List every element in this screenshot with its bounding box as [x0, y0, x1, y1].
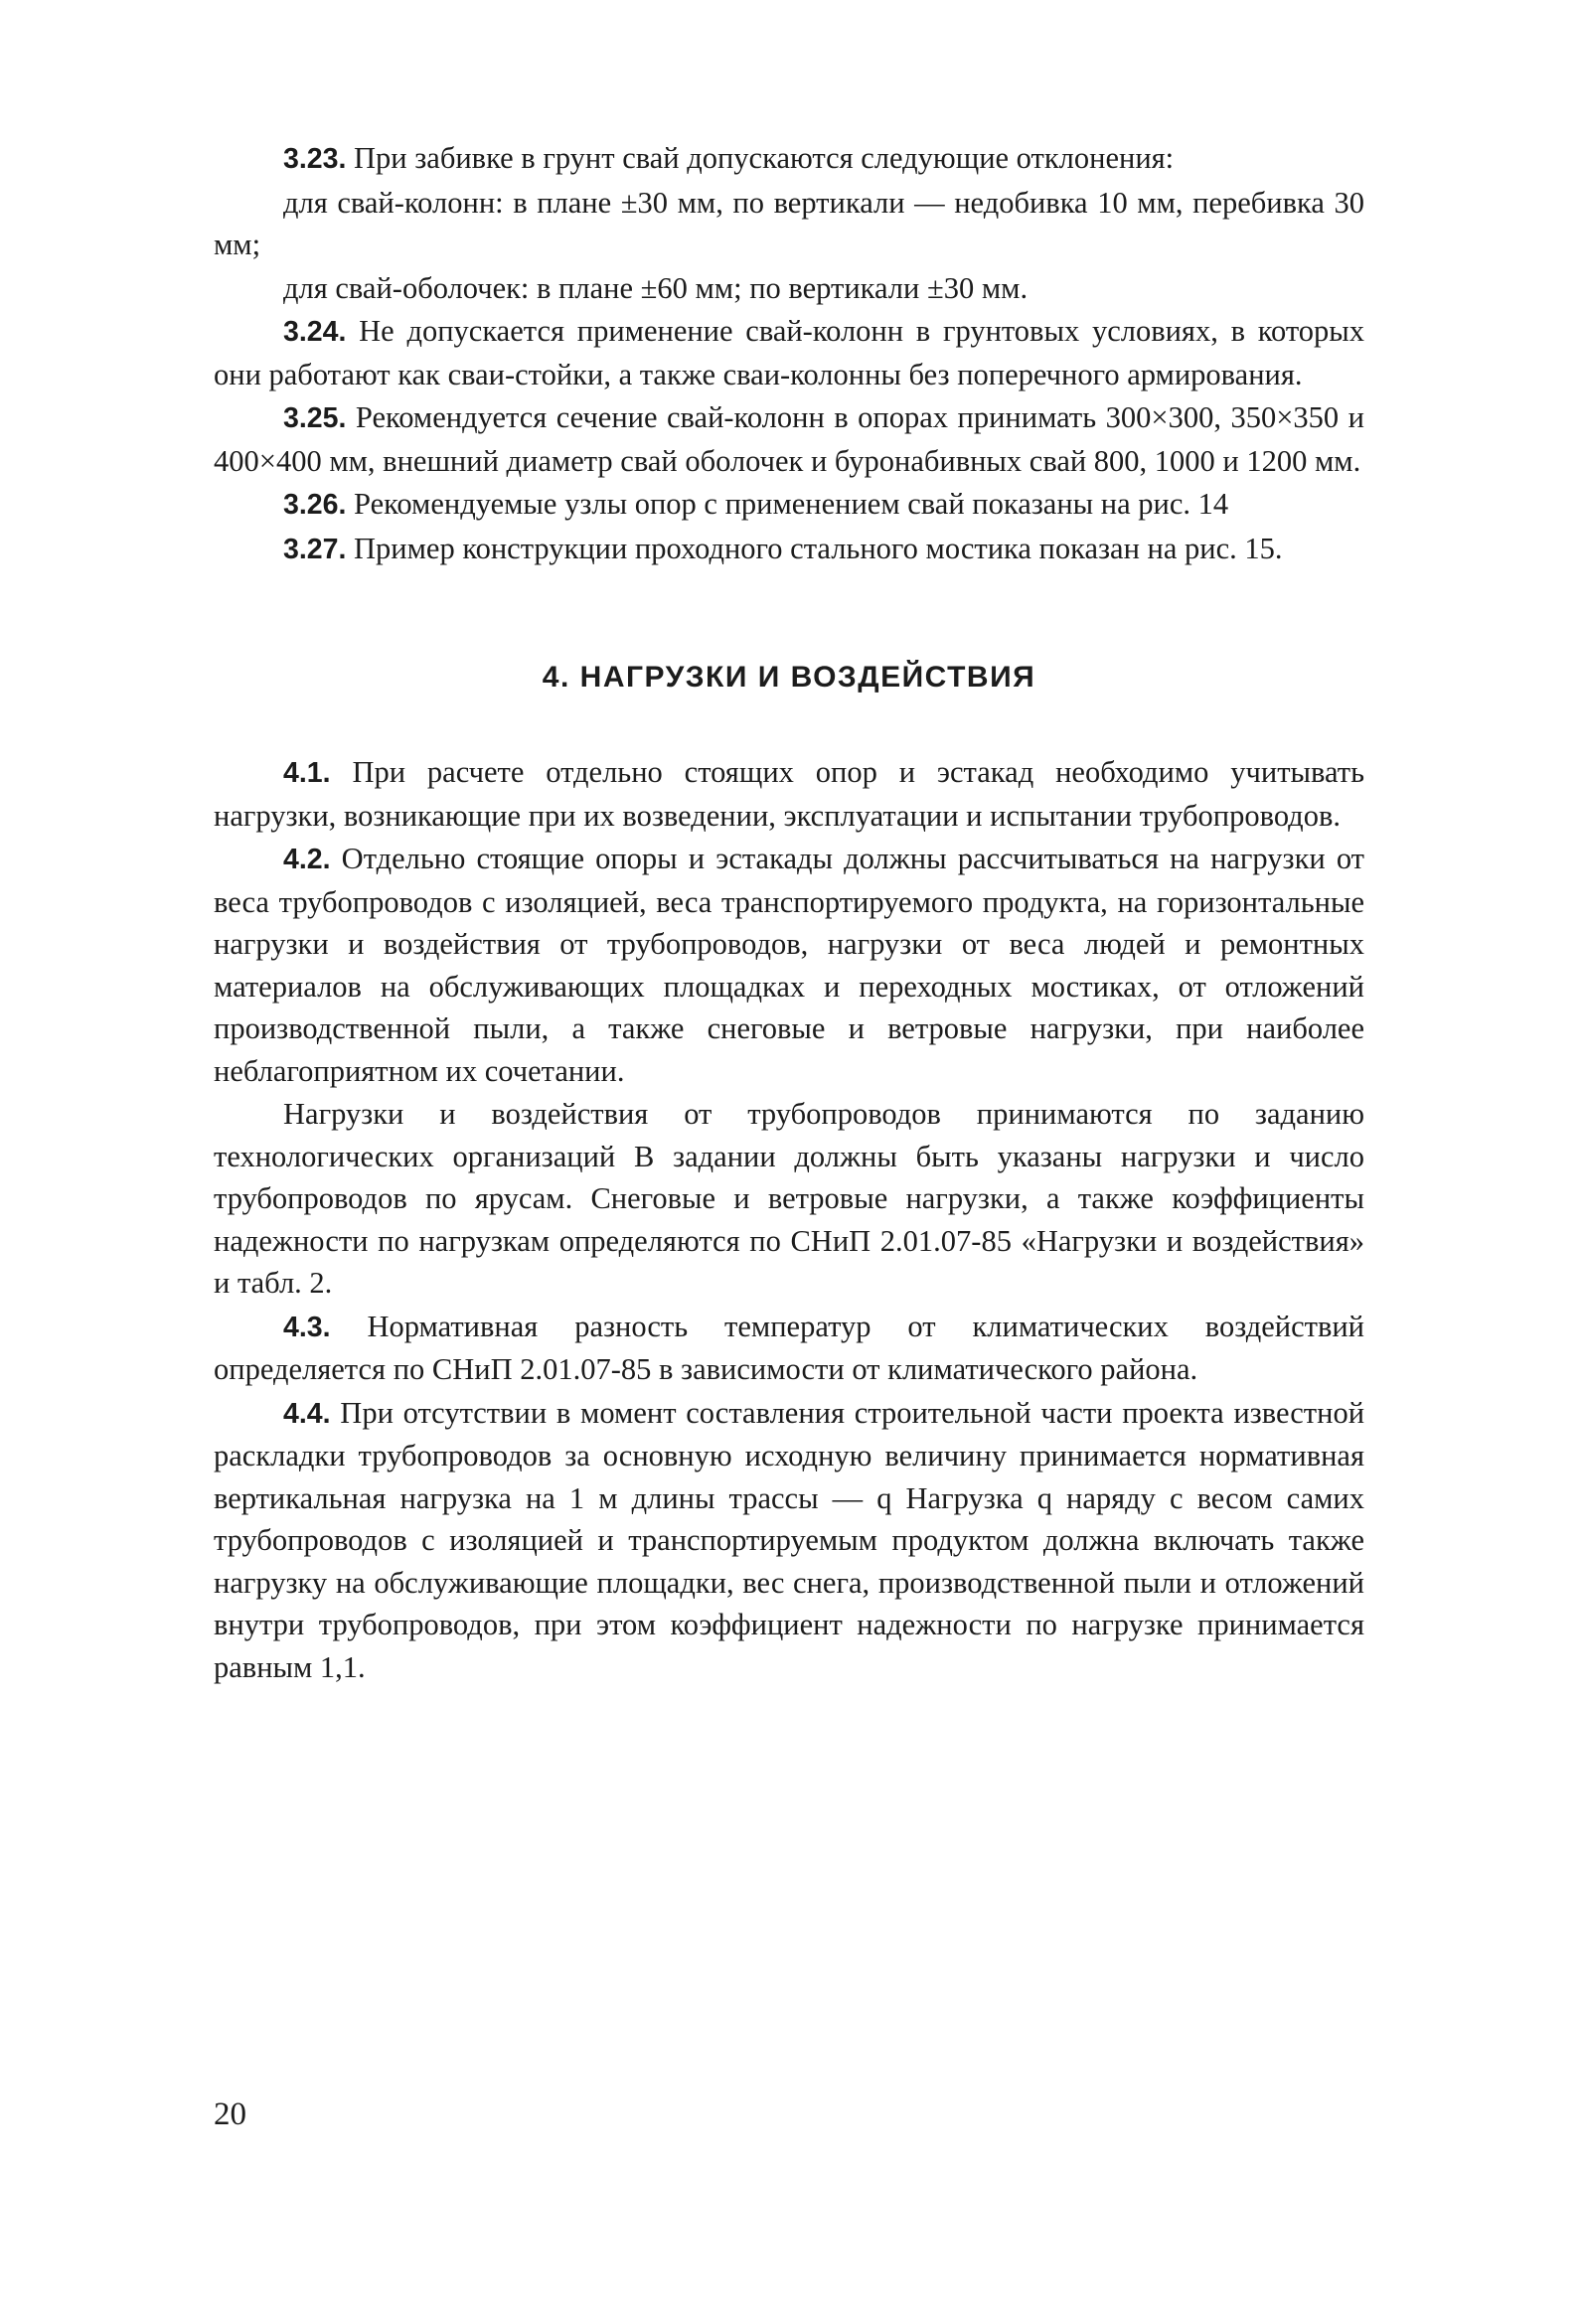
paragraph	[214, 1392, 1364, 1689]
clause-number: 3.24.	[283, 316, 347, 348]
section-heading: 4. НАГРУЗКИ И ВОЗДЕЙСТВИЯ	[542, 661, 1036, 694]
clause-number: 4.2.	[283, 844, 331, 875]
paragraph	[214, 1306, 1364, 1391]
paragraph-text: При расчете отдельно стоящих опор и эстакад необходимо учитывать нагрузки, возникающие при их возведении, эксплуатации и испытании трубопроводов.	[214, 755, 1365, 833]
paragraph-text: Нагрузки и воздействия от трубопроводов принимаются по заданию технологических организаций В задании должны быть указаны нагрузки и число трубопроводов по ярусам. Снеговые и ветровые нагрузки, а также коэффициенты надежности по нагрузкам определяются по СНиП 2.01.07-85 «Нагрузки и воздействия» и табл. 2.	[214, 1097, 1364, 1300]
paragraph	[214, 483, 1364, 527]
section-3-continuation	[214, 137, 1364, 570]
paragraph-text: При забивке в грунт свай допускаются следующие отклонения:	[354, 141, 1175, 175]
paragraph-text: для свай-колонн: в плане ±30 мм, по вертикали — недобивка 10 мм, перебивка 30 мм;	[214, 185, 1364, 261]
clause-number: 4.3.	[283, 1311, 331, 1343]
paragraph	[214, 528, 1364, 571]
paragraph	[214, 267, 1364, 310]
clause-number: 3.25.	[283, 402, 347, 434]
clause-number: 3.27.	[283, 533, 347, 565]
paragraph	[214, 838, 1364, 1092]
clause-number: 4.4.	[283, 1397, 331, 1430]
paragraph	[214, 1093, 1364, 1305]
paragraph	[214, 310, 1364, 395]
clause-number: 3.26.	[283, 489, 347, 521]
paragraph	[214, 396, 1364, 482]
paragraph-text: Рекомендуемые узлы опор с применением свай показаны на рис. 14	[354, 487, 1229, 521]
paragraph-text: Отдельно стоящие опоры и эстакады должны рассчитываться на нагрузки от веса трубопроводов с изоляцией, веса транспортируемого продукта, на горизонтальные нагрузки и воздействия от трубопроводов, нагрузки от веса людей и ремонтных материалов на обслуживающих площадках и переходных мостиках, от отложений производственной пыли, а также снеговые и ветровые нагрузки, при наиболее неблагоприятном их сочетании.	[214, 842, 1365, 1088]
paragraph-text: Нормативная разность температур от климатических воздействий определяется по СНиП 2.01.07-85 в зависимости от климатического района.	[214, 1309, 1365, 1386]
paragraph-text: для свай-оболочек: в плане ±60 мм; по вертикали ±30 мм.	[283, 270, 1029, 305]
page-number: 20	[214, 2096, 246, 2132]
paragraph-text: При отсутствии в момент составления строительной части проекта известной раскладки трубопроводов за основную исходную величину принимается нормативная вертикальная нагрузка на 1 м длины трассы — q Нагрузка q наряду с весом самих трубопроводов с изоляцией и транспортируемым продуктом должна включать также нагрузку на обслуживающие площадки, вес снега, производственной пыли и отложений внутри трубопроводов, при этом коэффициент надежности по нагрузке принимается равным 1,1.	[214, 1395, 1365, 1684]
paragraph	[214, 751, 1364, 837]
section-4-body	[214, 751, 1364, 1688]
paragraph-text: Пример конструкции проходного стального мостика показан на рис. 15.	[354, 531, 1283, 565]
page-body	[214, 137, 1364, 1688]
paragraph	[214, 182, 1364, 266]
clause-number: 4.1.	[283, 757, 331, 789]
paragraph	[214, 137, 1364, 181]
paragraph-text: Не допускается применение свай-колонн в грунтовых условиях, в которых они работают как сваи-стойки, а также сваи-колонны без поперечного армирования.	[214, 314, 1365, 391]
paragraph-text: Рекомендуется сечение свай-колонн в опорах принимать 300×300, 350×350 и 400×400 мм, внешний диаметр свай оболочек и буронабивных свай 800, 1000 и 1200 мм.	[214, 400, 1364, 478]
clause-number: 3.23.	[283, 143, 347, 175]
